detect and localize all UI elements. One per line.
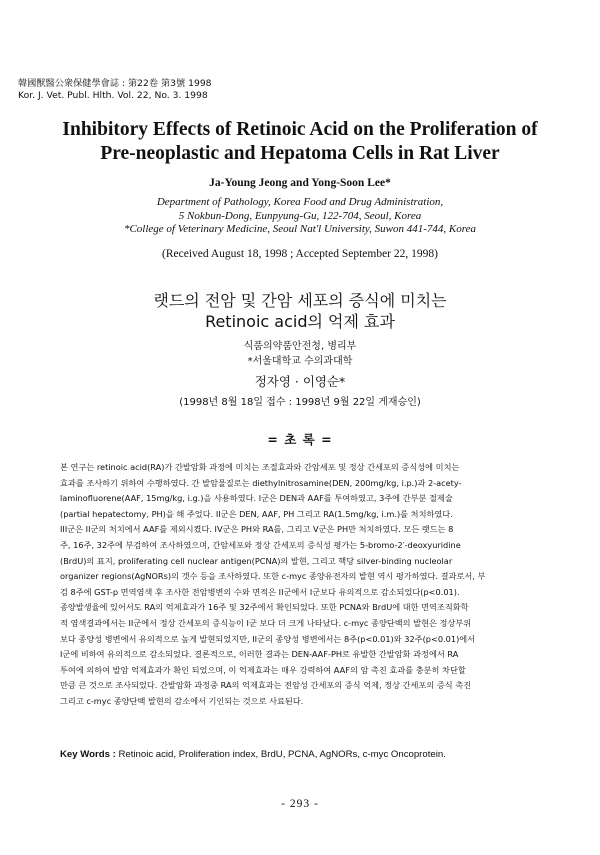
paper-title-line-1: Inhibitory Effects of Retinoic Acid on the Proliferation of — [62, 119, 538, 140]
abstract-line: 본 연구는 retinoic acid(RA)가 간발암화 과정에 미치는 조절효과와 간암세포 및 정상 간세포의 증식성에 미치는 — [60, 462, 460, 472]
abstract-line: 적 염색결과에서는 II군에서 정상 간세포의 증식능이 I군 보다 더 크게 나타났다. c-myc 종양단백의 발현은 정상부위 — [60, 617, 472, 628]
keywords-text: Retinoic acid, Proliferation index, BrdU, PCNA, AgNORs, c-myc Oncoprotein. — [118, 749, 446, 760]
abstract-line: (BrdU)의 표지, proliferating cell nuclear antigen(PCNA)의 발현, 그리고 핵당 silver-binding nucleolar — [60, 555, 453, 566]
abstract-line: 주, 16주, 32주에 부검하여 조사하였으며, 간암세포와 정상 간세포의 증식성 평가는 5-bromo-2′-deoxyuridine — [60, 539, 461, 550]
korean-affiliations — [0, 339, 600, 369]
korean-title — [0, 290, 600, 332]
abstract-line: 그리고 c-myc 종양단백 발현의 감소에서 기인되는 것으로 사료된다. — [60, 695, 304, 706]
page-number: - 293 - — [281, 798, 319, 810]
korean-title-line-1: 랫드의 전암 및 간암 세포의 증식에 미치는 — [153, 291, 447, 310]
abstract-line: organizer regions(AgNORs)의 갯수 등을 조사하였다. 또한 c-myc 종양유전자의 발현 역시 평가하였다. 결과로서, 부 — [60, 571, 486, 582]
journal-citation-english: Kor. J. Vet. Publ. Hlth. Vol. 22, No. 3. 1998 — [18, 90, 208, 101]
journal-citation-korean: 韓國獸醫公衆保健學會誌 : 第22卷 第3號 1998 — [18, 78, 212, 89]
abstract-line: (partial hepatectomy, PH)을 해 주었다. II군은 DEN, AAF, PH 그리고 RA(1.5mg/kg, i.m.)를 처치하였다. — [60, 508, 453, 519]
paper-title-line-2: Pre-neoplastic and Hepatoma Cells in Rat Liver — [100, 143, 500, 164]
korean-received-dates: (1998년 8월 18일 접수 : 1998년 9월 22일 게재승인) — [179, 397, 421, 408]
affiliations — [0, 196, 600, 237]
keywords — [60, 749, 550, 760]
received-dates: (Received August 18, 1998 ; Accepted September 22, 1998) — [162, 248, 438, 260]
abstract-line: 검 8주에 GST-p 면역염색 후 조사한 전암병변의 수와 면적은 II군에서 I군보다 유의적으로 감소되었다(p<0.01). — [60, 586, 460, 597]
abstract-line: 종양발생율에 있어서도 RA의 억제효과가 16주 및 32주에서 확인되었다. 또한 PCNA와 BrdU에 대한 면역조직화학 — [60, 602, 469, 613]
abstract-line: laminofluorene(AAF, 15mg/kg, i.g.)을 사용하였다. I군은 DEN과 AAF를 투여하였고, 3주에 간부분 절제술 — [60, 493, 453, 504]
authors: Ja-Young Jeong and Yong-Soon Lee* — [209, 177, 391, 189]
abstract-body — [60, 460, 550, 710]
abstract-heading: = 초 록 = — [267, 432, 333, 447]
abstract-line: I군에 비하여 유의적으로 감소되었다. 결론적으로, 이러한 결과는 DEN-AAF-PH로 유발한 간발암화 과정에서 RA — [60, 649, 459, 660]
korean-affiliation-2: *서울대학교 수의과대학 — [247, 356, 353, 367]
affiliation-line-1: Department of Pathology, Korea Food and Drug Administration, — [156, 196, 444, 208]
affiliation-line-3: *College of Veterinary Medicine, Seoul Nat'l University, Suwon 441-744, Korea — [123, 223, 477, 235]
korean-authors: 정자영 · 이영순* — [254, 374, 346, 389]
paper-title — [20, 118, 580, 166]
abstract-line: III군은 II군의 처치에서 AAF를 제외시켰다. IV군은 PH와 RA를, 그리고 V군은 PH만 처치하였다. 모든 랫드는 8 — [60, 524, 454, 535]
abstract-line: 효과를 조사하기 위하여 수행하였다. 간 발암물질로는 diethylnitrosamine(DEN, 200mg/kg, i.p.)과 2-acety- — [60, 477, 462, 488]
korean-title-line-2: Retinoic acid의 억제 효과 — [205, 312, 395, 331]
abstract-line: 투여에 의하여 발암 억제효과가 확인 되었으며, 이 억제효과는 매우 강력하여 AAF의 암 촉진 효과를 충분히 차단할 — [60, 664, 466, 675]
keywords-label: Key Words : — [60, 749, 116, 760]
abstract-line: 만큼 큰 것으로 조사되었다. 간발암화 과정중 RA의 억제효과는 전암성 간세포의 증식 억제, 정상 간세포의 증식 촉진 — [60, 680, 472, 691]
affiliation-line-2: 5 Nokbun-Dong, Eunpyung-Gu, 122-704, Seoul, Korea — [178, 209, 422, 222]
abstract-line: 보다 종양성 병변에서 유의적으로 높게 발현되었지만, II군의 종양성 병변에서는 8주(p<0.01)와 32주(p<0.01)에서 — [60, 633, 476, 644]
journal-citation — [18, 78, 212, 102]
korean-affiliation-1: 식품의약품안전청, 병리부 — [243, 341, 357, 352]
